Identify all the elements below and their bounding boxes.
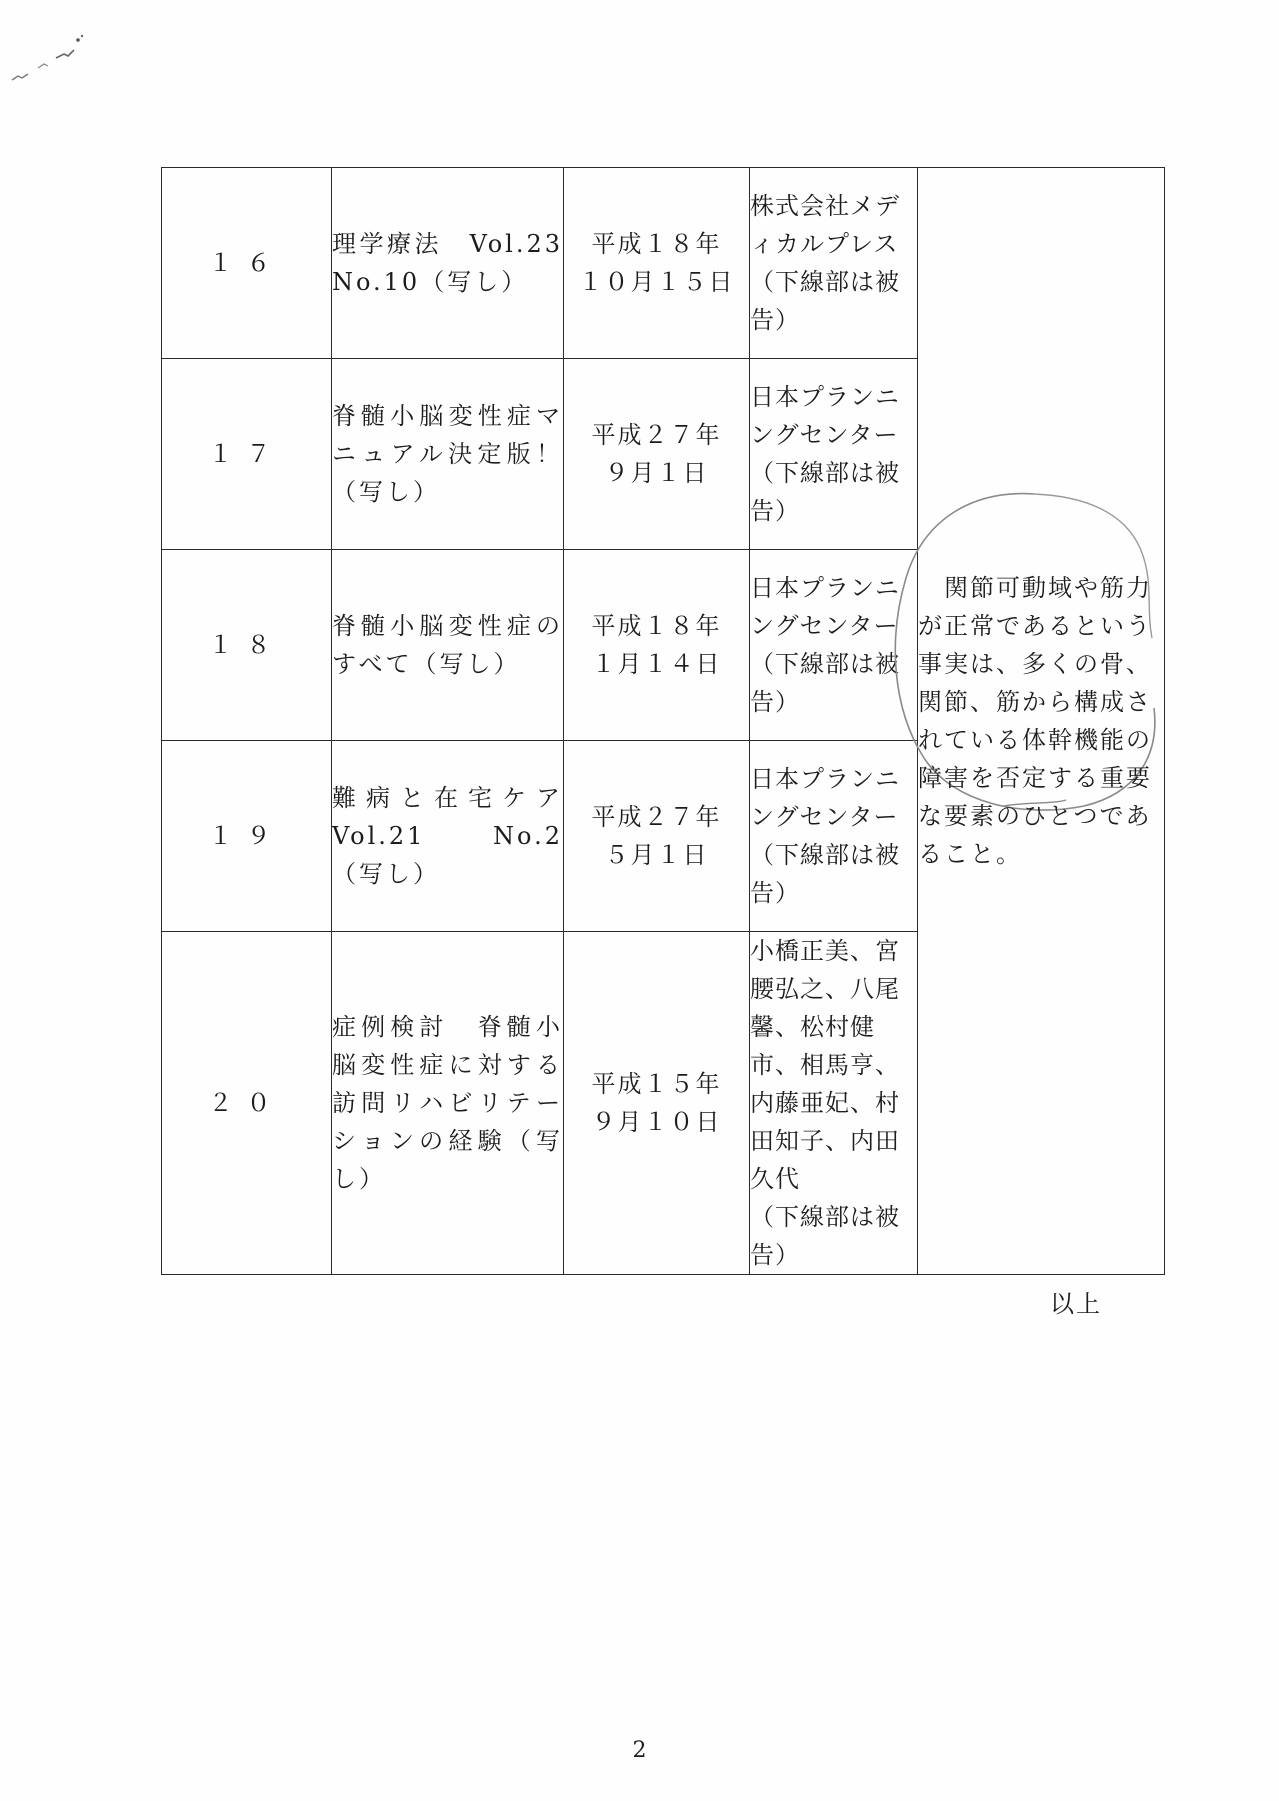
document-date bbox=[564, 168, 750, 359]
author-name: 日本プランニングセンター bbox=[750, 383, 900, 449]
date-year: 平成１８年 bbox=[591, 230, 722, 258]
document-author bbox=[750, 359, 918, 550]
author-note: （下線部は被告） bbox=[750, 268, 900, 334]
evidence-number: １６ bbox=[162, 168, 332, 359]
evidence-number: １９ bbox=[162, 741, 332, 932]
document-title: 難病と在宅ケア Vol.21 No.2（写し） bbox=[332, 741, 564, 932]
evidence-number: １７ bbox=[162, 359, 332, 550]
author-name: 株式会社メディカルプレス bbox=[750, 192, 900, 258]
document-author bbox=[750, 741, 918, 932]
document-title: 脊髄小脳変性症マニュアル決定版！（写し） bbox=[332, 359, 564, 550]
evidence-number: １８ bbox=[162, 550, 332, 741]
author-note: （下線部は被告） bbox=[750, 841, 900, 907]
author-note: （下線部は被告） bbox=[750, 459, 900, 525]
document-title: 症例検討 脊髄小脳変性症に対する訪問リハビリテーションの経験（写し） bbox=[332, 932, 564, 1275]
date-day: ９月１日 bbox=[604, 459, 709, 487]
date-day: １月１４日 bbox=[591, 650, 722, 678]
date-year: 平成１５年 bbox=[591, 1070, 722, 1098]
date-year: 平成２７年 bbox=[591, 421, 722, 449]
document-date bbox=[564, 741, 750, 932]
proof-purpose-text: 関節可動域や筋力が正常であるという事実は、多くの骨、関節、筋から構成されている体幹機能の障害を否定する重要な要素のひとつであること。 bbox=[918, 574, 1152, 868]
date-day: ５月１日 bbox=[604, 841, 709, 869]
document-author bbox=[750, 932, 918, 1275]
scan-speck-marks bbox=[8, 28, 88, 88]
author-note: （下線部は被告） bbox=[750, 1203, 900, 1269]
document-date bbox=[564, 359, 750, 550]
document-author bbox=[750, 550, 918, 741]
document-date bbox=[564, 550, 750, 741]
document-author bbox=[750, 168, 918, 359]
author-name: 日本プランニングセンター bbox=[750, 765, 900, 831]
author-note: （下線部は被告） bbox=[750, 650, 900, 716]
author-name: 日本プランニングセンター bbox=[750, 574, 900, 640]
end-mark: 以上 bbox=[1050, 1290, 1102, 1318]
evidence-table bbox=[161, 167, 1165, 1275]
date-year: 平成１８年 bbox=[591, 612, 722, 640]
proof-purpose-cell bbox=[918, 168, 1165, 1275]
document-title: 理学療法 Vol.23 No.10（写し） bbox=[332, 168, 564, 359]
date-year: 平成２７年 bbox=[591, 803, 722, 831]
document-title: 脊髄小脳変性症のすべて（写し） bbox=[332, 550, 564, 741]
document-date bbox=[564, 932, 750, 1275]
evidence-number: ２０ bbox=[162, 932, 332, 1275]
date-day: ９月１０日 bbox=[591, 1108, 722, 1136]
table-row bbox=[162, 168, 1165, 359]
date-day: １０月１５日 bbox=[578, 268, 735, 296]
author-name: 小橋正美、宮腰弘之、八尾馨、松村健市、相馬亨、内藤亜妃、村田知子、内田久代 bbox=[750, 937, 900, 1193]
page-number: 2 bbox=[632, 1738, 647, 1763]
